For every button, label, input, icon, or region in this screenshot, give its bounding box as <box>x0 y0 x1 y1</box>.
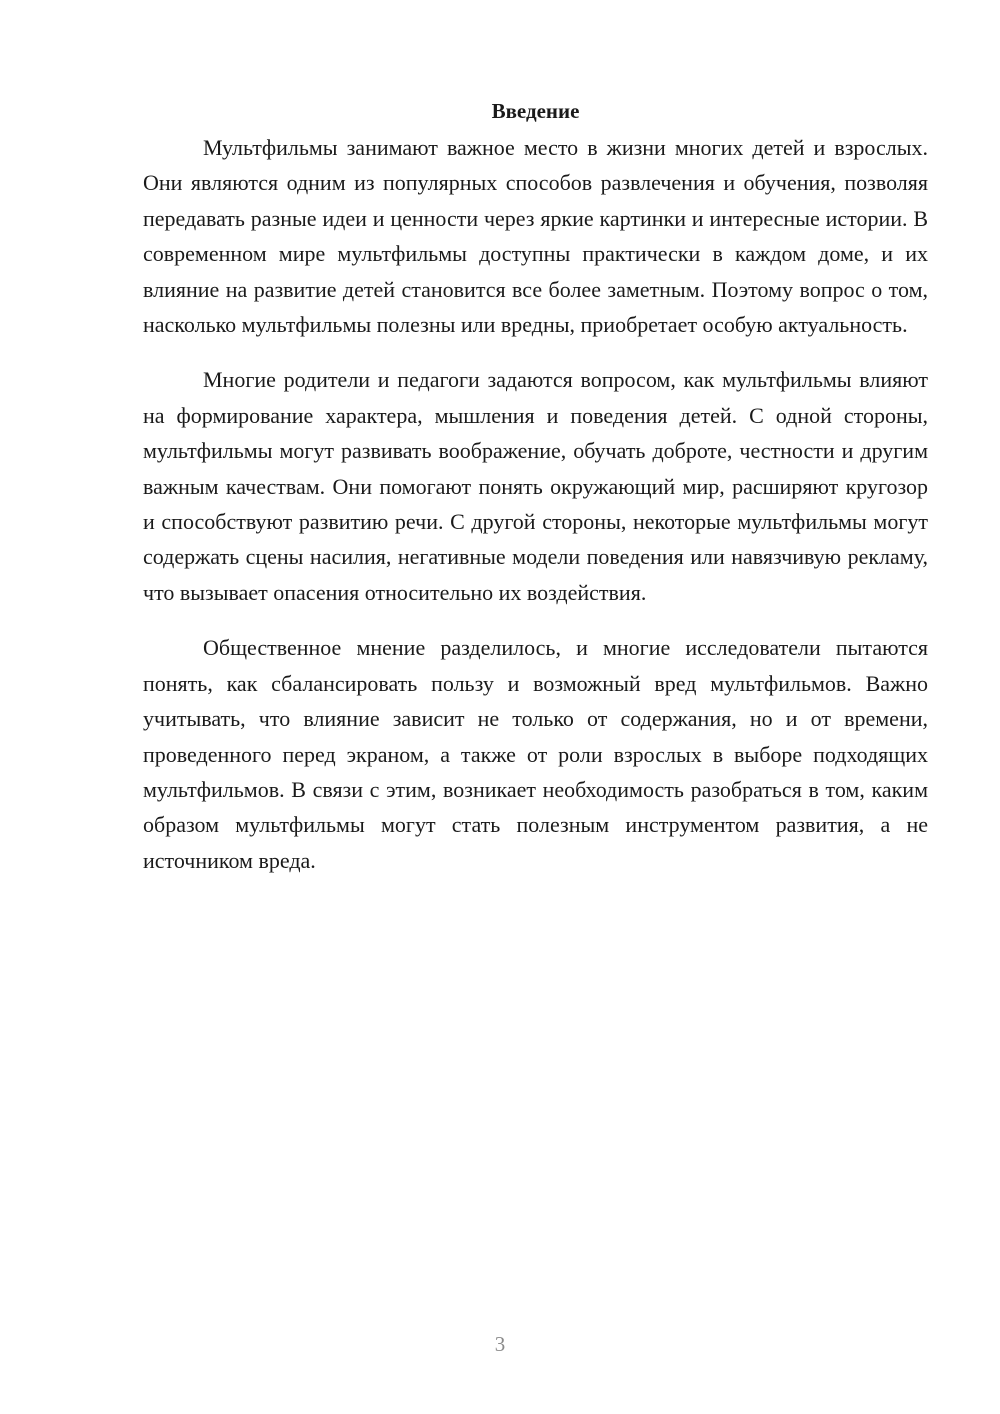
paragraph-1: Мультфильмы занимают важное место в жизни многих детей и взрослых. Они являются одним из популярных способов развлечения и обучения, позволяя передавать разные идеи и ценности через яркие картинки и интересные истории. В современном мире мультфильмы доступны практически в каждом доме, и их влияние на развитие детей становится все более заметным. Поэтому вопрос о том, насколько мультфильмы полезны или вредны, приобретает особую актуальность. <box>143 135 928 338</box>
page-number: 3 <box>494 1332 506 1356</box>
paragraph-3: Общественное мнение разделилось, и многие исследователи пытаются понять, как сбалансировать пользу и возможный вред мультфильмов. Важно учитывать, что влияние зависит не только от содержания, но и от времени, проведенного перед экраном, а также от роли взрослых в выборе подходящих мультфильмов. В связи с этим, возникает необходимость разобраться в том, каким образом мультфильмы могут стать полезным инструментом развития, а не источником вреда. <box>143 635 928 873</box>
paragraph-2: Многие родители и педагоги задаются вопросом, как мультфильмы влияют на формирование характера, мышления и поведения детей. С одной стороны, мультфильмы могут развивать воображение, обучать доброте, честности и другим важным качествам. Они помогают понять окружающий мир, расширяют кругозор и способствуют развитию речи. С другой стороны, некоторые мультфильмы могут содержать сцены насилия, негативные модели поведения или навязчивую рекламу, что вызывает опасения относительно их воздействия. <box>143 367 928 605</box>
section-title: Введение <box>491 99 580 123</box>
page-content <box>143 96 928 898</box>
